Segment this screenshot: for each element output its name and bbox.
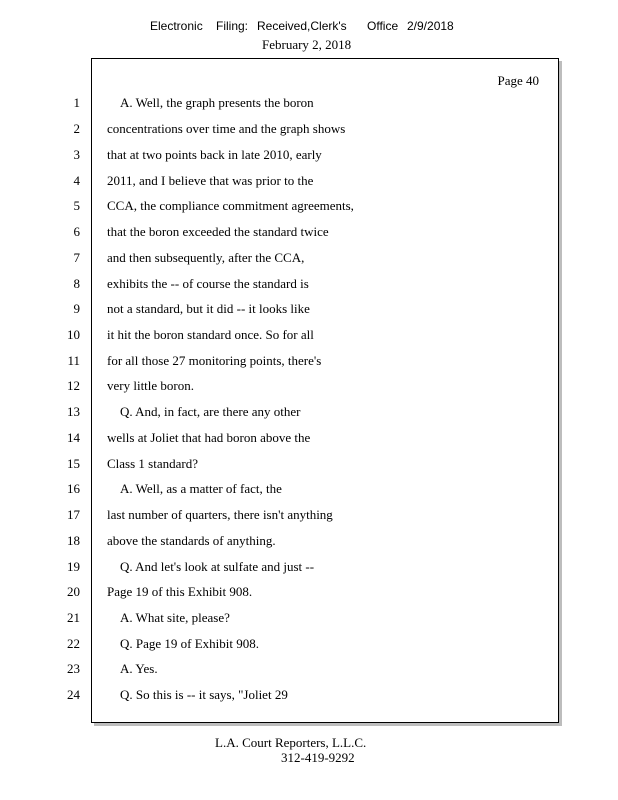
line-text: and then subsequently, after the CCA, bbox=[107, 250, 305, 265]
line-number: 14 bbox=[67, 430, 80, 445]
line-text: very little boron. bbox=[107, 378, 195, 393]
line-text: Q. Page 19 of Exhibit 908. bbox=[120, 636, 260, 651]
line-text: 2011, and I believe that was prior to the bbox=[107, 173, 314, 188]
line-number: 20 bbox=[67, 584, 80, 599]
line-text: exhibits the -- of course the standard is bbox=[107, 276, 309, 291]
line-text: A. Well, as a matter of fact, the bbox=[120, 481, 282, 496]
line-text: above the standards of anything. bbox=[107, 533, 276, 548]
line-text: Class 1 standard? bbox=[107, 456, 198, 471]
line-number: 10 bbox=[67, 327, 80, 342]
line-number: 21 bbox=[67, 610, 80, 625]
line-text: Q. And, in fact, are there any other bbox=[120, 404, 301, 419]
line-text: last number of quarters, there isn't anything bbox=[107, 507, 333, 522]
line-number: 13 bbox=[67, 404, 80, 419]
line-text: CCA, the compliance commitment agreements, bbox=[107, 198, 354, 213]
line-number: 23 bbox=[67, 661, 80, 676]
line-number: 18 bbox=[67, 533, 80, 548]
line-number: 9 bbox=[73, 301, 80, 316]
page-number: Page 40 bbox=[497, 73, 539, 88]
line-number: 3 bbox=[73, 147, 80, 162]
footer-reporter: L.A. Court Reporters, L.L.C. bbox=[215, 735, 367, 750]
line-number: 5 bbox=[73, 198, 80, 213]
line-text: wells at Joliet that had boron above the bbox=[107, 430, 311, 445]
line-number: 22 bbox=[67, 636, 80, 651]
stamp-electronic: Electronic bbox=[150, 19, 203, 33]
line-number: 15 bbox=[67, 456, 80, 471]
stamp-filing: Filing: bbox=[216, 19, 249, 33]
line-text: that at two points back in late 2010, early bbox=[107, 147, 322, 162]
line-text: it hit the boron standard once. So for all bbox=[107, 327, 314, 342]
line-text: concentrations over time and the graph shows bbox=[107, 121, 346, 136]
stamp-received: Received,Clerk's bbox=[257, 19, 347, 33]
line-number: 12 bbox=[67, 378, 80, 393]
line-number: 17 bbox=[67, 507, 80, 522]
line-text: not a standard, but it did -- it looks like bbox=[107, 301, 310, 316]
line-text: Page 19 of this Exhibit 908. bbox=[107, 584, 253, 599]
line-number: 19 bbox=[67, 559, 80, 574]
line-text: that the boron exceeded the standard twice bbox=[107, 224, 329, 239]
footer-phone: 312-419-9292 bbox=[281, 750, 355, 765]
header-date: February 2, 2018 bbox=[262, 37, 352, 52]
line-text: A. Yes. bbox=[120, 661, 158, 676]
line-text: for all those 27 monitoring points, there's bbox=[107, 353, 322, 368]
line-number: 6 bbox=[73, 224, 80, 239]
line-number: 1 bbox=[73, 95, 80, 110]
line-text: A. What site, please? bbox=[120, 610, 230, 625]
line-text: Q. And let's look at sulfate and just -- bbox=[120, 559, 315, 574]
stamp-date: 2/9/2018 bbox=[407, 19, 454, 33]
line-number: 4 bbox=[73, 173, 80, 188]
filing-stamp bbox=[0, 19, 618, 39]
stamp-office: Office bbox=[367, 19, 399, 33]
line-number: 8 bbox=[73, 276, 80, 291]
line-number: 16 bbox=[67, 481, 80, 496]
line-number: 24 bbox=[67, 687, 80, 702]
line-text: Q. So this is -- it says, "Joliet 29 bbox=[120, 687, 288, 702]
line-text: A. Well, the graph presents the boron bbox=[120, 95, 314, 110]
line-number: 7 bbox=[73, 250, 80, 265]
line-number: 2 bbox=[73, 121, 80, 136]
line-number: 11 bbox=[67, 353, 80, 368]
